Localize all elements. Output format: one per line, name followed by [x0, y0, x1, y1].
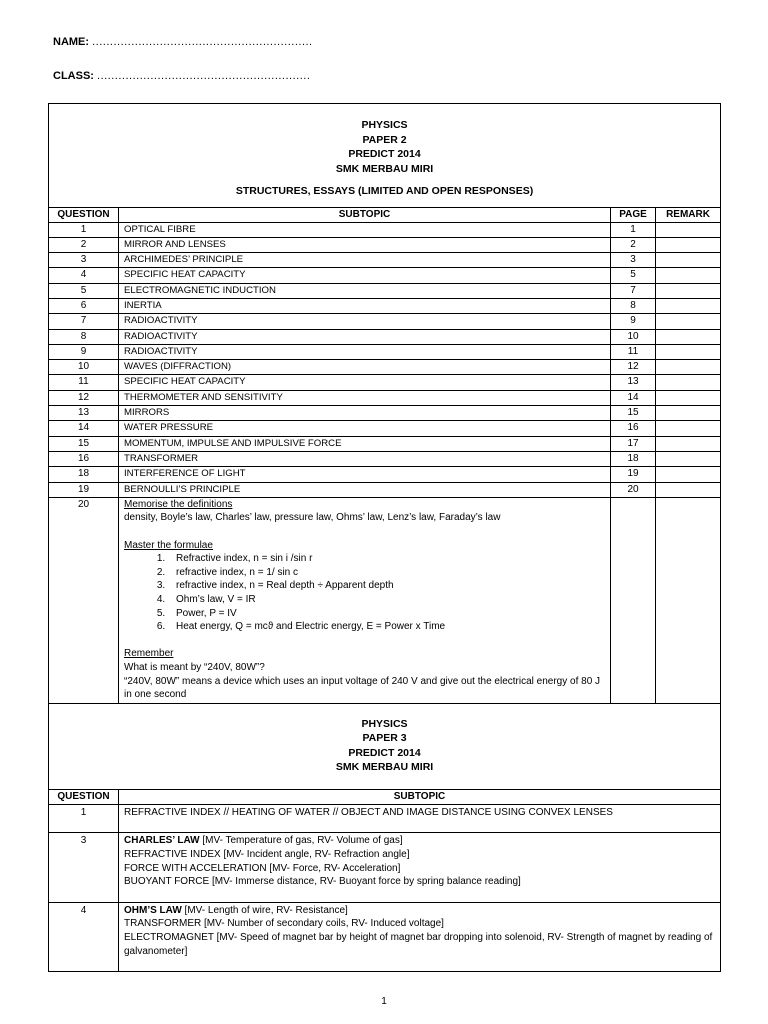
page-number: 1	[381, 996, 387, 1007]
paper3-column-headers	[49, 789, 721, 804]
page-number-cell: 18	[611, 451, 656, 466]
subtopic: MOMENTUM, IMPULSE AND IMPULSIVE FORCE	[119, 436, 611, 451]
table-row	[49, 268, 721, 283]
paper3-school: SMK MERBAU MIRI	[335, 761, 434, 774]
remark-cell	[656, 222, 721, 237]
subtopic: RADIOACTIVITY	[119, 344, 611, 359]
question-number: 3	[49, 833, 119, 902]
table-row	[49, 222, 721, 237]
table-row	[49, 390, 721, 405]
paper2-subtitle: STRUCTURES, ESSAYS (LIMITED AND OPEN RESPONSES)	[235, 185, 534, 197]
subtopic: THERMOMETER AND SENSITIVITY	[119, 390, 611, 405]
question-number: 3	[49, 253, 119, 268]
table-row	[49, 482, 721, 497]
paper2-school: SMK MERBAU MIRI	[335, 162, 434, 175]
remark-cell	[656, 406, 721, 421]
remark-cell	[656, 451, 721, 466]
question-20-row	[49, 497, 721, 703]
subtopic-line	[124, 931, 715, 958]
subtopic-line	[124, 806, 715, 820]
remark-cell	[656, 314, 721, 329]
page-number-cell: 5	[611, 268, 656, 283]
col-page: PAGE	[611, 207, 656, 222]
subtopic-line	[124, 848, 715, 862]
subtopic-line	[124, 875, 715, 889]
page-number-cell: 7	[611, 283, 656, 298]
table-row	[49, 360, 721, 375]
q20-number: 20	[49, 497, 119, 703]
remember-answer: “240V, 80W” means a device which uses an input voltage of 240 V and give out the electrical energy of 80 J in one second	[124, 675, 601, 701]
page-number-cell: 2	[611, 237, 656, 252]
subtopic-detail: FORCE WITH ACCELERATION [MV- Force, RV- Acceleration]	[124, 862, 401, 874]
remark-cell	[656, 268, 721, 283]
subtopic: WATER PRESSURE	[119, 421, 611, 436]
page-number-cell: 3	[611, 253, 656, 268]
name-label: NAME:	[53, 36, 90, 48]
remark-cell	[656, 482, 721, 497]
table-row	[49, 283, 721, 298]
table-row	[49, 467, 721, 482]
page-number-cell: 11	[611, 344, 656, 359]
paper3-paper: PAPER 3	[362, 732, 407, 745]
page-number-cell: 1	[611, 222, 656, 237]
table-row	[49, 329, 721, 344]
subtopic	[119, 902, 721, 971]
paper3-predict: PREDICT 2014	[348, 746, 421, 759]
page-number-cell: 8	[611, 298, 656, 313]
remark-cell	[656, 467, 721, 482]
page-number-cell: 9	[611, 314, 656, 329]
question-number: 19	[49, 482, 119, 497]
remark-cell	[656, 421, 721, 436]
p3-col-question: QUESTION	[49, 789, 119, 804]
col-remark: REMARK	[656, 207, 721, 222]
col-subtopic: SUBTOPIC	[119, 207, 611, 222]
subtopic: TRANSFORMER	[119, 451, 611, 466]
page-number-cell: 20	[611, 482, 656, 497]
paper2-header	[49, 104, 721, 208]
table-row	[49, 314, 721, 329]
subtopic-line	[124, 862, 715, 876]
page-number-cell: 17	[611, 436, 656, 451]
subtopic-title: OHM’S LAW	[124, 904, 182, 916]
subtopic: ELECTROMAGNETIC INDUCTION	[119, 283, 611, 298]
subtopic: MIRROR AND LENSES	[119, 237, 611, 252]
page-number-cell: 10	[611, 329, 656, 344]
name-field	[53, 36, 313, 48]
remark-cell	[656, 237, 721, 252]
class-field	[53, 70, 310, 82]
subtopic: INTERFERENCE OF LIGHT	[119, 467, 611, 482]
subtopic-detail: REFRACTIVE INDEX [MV- Incident angle, RV- Refraction angle]	[124, 848, 410, 860]
subtopic: INERTIA	[119, 298, 611, 313]
subtopic-detail: REFRACTIVE INDEX // HEATING OF WATER // OBJECT AND IMAGE DISTANCE USING CONVEX LENSES	[124, 806, 613, 818]
paper2-paper: PAPER 2	[362, 133, 407, 146]
subtopic-title: CHARLES’ LAW	[124, 835, 200, 847]
remember-question: What is meant by “240V, 80W”?	[124, 661, 265, 673]
subtopic: MIRRORS	[119, 406, 611, 421]
remark-cell	[656, 298, 721, 313]
paper2-column-headers	[49, 207, 721, 222]
paper3-subject: PHYSICS	[361, 717, 408, 730]
question-number: 14	[49, 421, 119, 436]
predict-table	[48, 103, 721, 972]
question-number: 6	[49, 298, 119, 313]
table-row	[49, 804, 721, 833]
subtopic	[119, 833, 721, 902]
page-number-cell: 12	[611, 360, 656, 375]
table-row	[49, 902, 721, 971]
name-dots: ..............................................................	[92, 36, 313, 48]
question-number: 13	[49, 406, 119, 421]
table-row	[49, 344, 721, 359]
subtopic: ARCHIMEDES’ PRINCIPLE	[119, 253, 611, 268]
subtopic: RADIOACTIVITY	[119, 329, 611, 344]
subtopic-detail: [MV- Length of wire, RV- Resistance]	[181, 904, 348, 916]
col-question: QUESTION	[49, 207, 119, 222]
subtopic-line	[124, 917, 715, 931]
subtopic: SPECIFIC HEAT CAPACITY	[119, 268, 611, 283]
class-dots: ............................................................	[97, 70, 311, 82]
table-row	[49, 436, 721, 451]
table-row	[49, 375, 721, 390]
paper2-subject: PHYSICS	[361, 119, 408, 131]
p3-col-subtopic: SUBTOPIC	[119, 789, 721, 804]
subtopic: RADIOACTIVITY	[119, 314, 611, 329]
question-number: 4	[49, 902, 119, 971]
subtopic: OPTICAL FIBRE	[119, 222, 611, 237]
formula-item: 2. refractive index, n = 1/ sin c	[168, 566, 605, 580]
remark-cell	[656, 360, 721, 375]
remark-cell	[656, 436, 721, 451]
page-number-cell: 16	[611, 421, 656, 436]
class-label: CLASS:	[53, 70, 94, 82]
question-number: 4	[49, 268, 119, 283]
formulae-heading: Master the formulae	[124, 539, 213, 551]
subtopic-detail: [MV- Temperature of gas, RV- Volume of gas]	[199, 835, 403, 847]
page-number-cell: 19	[611, 467, 656, 482]
remark-cell	[656, 390, 721, 405]
memorise-text: density, Boyle’s law, Charles’ law, pressure law, Ohms’ law, Lenz’s law, Faraday’s law	[124, 512, 501, 524]
subtopic: SPECIFIC HEAT CAPACITY	[119, 375, 611, 390]
table-row	[49, 451, 721, 466]
question-number: 8	[49, 329, 119, 344]
subtopic: WAVES (DIFFRACTION)	[119, 360, 611, 375]
question-number: 7	[49, 314, 119, 329]
question-number: 11	[49, 375, 119, 390]
question-number: 9	[49, 344, 119, 359]
table-row	[49, 406, 721, 421]
question-number: 12	[49, 390, 119, 405]
question-number: 15	[49, 436, 119, 451]
remark-cell	[656, 375, 721, 390]
subtopic	[119, 804, 721, 833]
subtopic-line	[124, 834, 715, 848]
memorise-heading: Memorise the definitions	[124, 498, 233, 510]
remark-cell	[656, 329, 721, 344]
remark-cell	[656, 283, 721, 298]
question-number: 10	[49, 360, 119, 375]
table-row	[49, 253, 721, 268]
formula-item: 4. Ohm’s law, V = IR	[168, 593, 605, 607]
page-number-cell: 15	[611, 406, 656, 421]
subtopic-detail: BUOYANT FORCE [MV- Immerse distance, RV- Buoyant force by spring balance reading]	[124, 876, 521, 888]
formula-item: 3. refractive index, n = Real depth ÷ Apparent depth	[168, 579, 605, 593]
formulae-list	[124, 552, 605, 634]
page-number-cell: 14	[611, 390, 656, 405]
subtopic-line	[124, 904, 715, 918]
question-number: 1	[49, 222, 119, 237]
subtopic-detail: ELECTROMAGNET [MV- Speed of magnet bar by height of magnet bar dropping into solenoid, RV- Strength of magnet by reading of galvanometer]	[124, 931, 713, 957]
question-number: 18	[49, 467, 119, 482]
formula-item: 1. Refractive index, n = sin i /sin r	[168, 552, 605, 566]
remember-heading: Remember	[124, 648, 174, 660]
subtopic: BERNOULLI’S PRINCIPLE	[119, 482, 611, 497]
question-number: 16	[49, 451, 119, 466]
subtopic-detail: TRANSFORMER [MV- Number of secondary coils, RV- Induced voltage]	[124, 918, 444, 930]
paper3-header	[49, 703, 721, 789]
page-number-cell: 13	[611, 375, 656, 390]
question-number: 5	[49, 283, 119, 298]
paper2-predict: PREDICT 2014	[348, 148, 421, 160]
table-row	[49, 298, 721, 313]
remark-cell	[656, 344, 721, 359]
formula-item: 6. Heat energy, Q = mcϑ and Electric energy, E = Power x Time	[168, 620, 605, 634]
formula-item: 5. Power, P = IV	[168, 607, 605, 621]
remark-cell	[656, 253, 721, 268]
question-number: 2	[49, 237, 119, 252]
table-row	[49, 237, 721, 252]
table-row	[49, 833, 721, 902]
question-number: 1	[49, 804, 119, 833]
table-row	[49, 421, 721, 436]
